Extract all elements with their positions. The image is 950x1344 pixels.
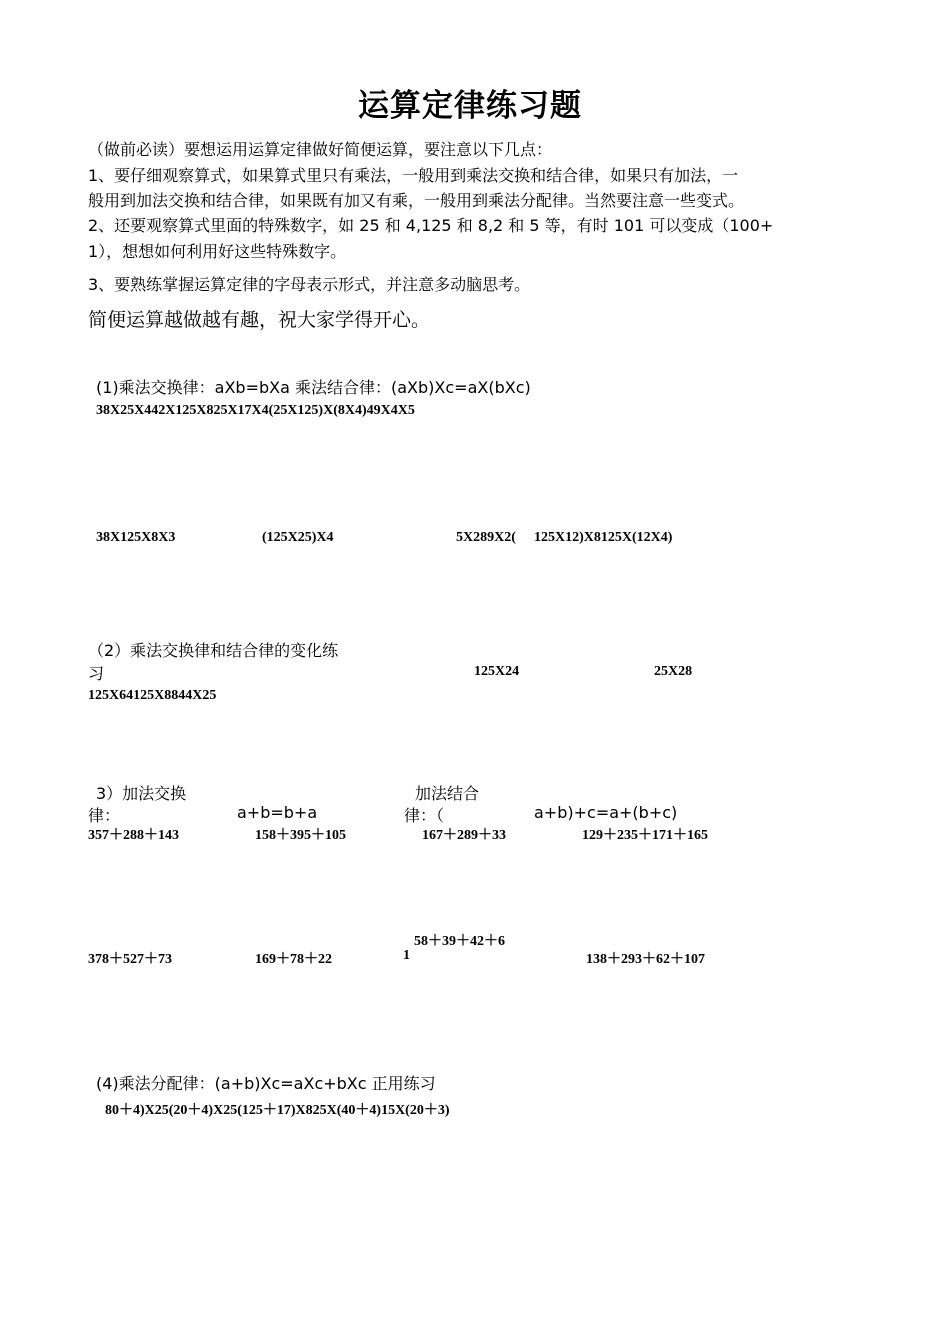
section-1-expr-d: 125X12)X8125X(12X4) (534, 530, 673, 545)
section-3-expr-1: 357＋288＋143 (88, 828, 179, 843)
section-1-heading: (1)乘法交换律：aXb=bXa 乘法结合律：(aXb)Xc=aX(bXc) (96, 378, 531, 397)
section-3-expr-3: 167＋289＋33 (422, 828, 506, 843)
section-2-expr-1: 125X24 (474, 664, 520, 679)
section-1-row-1: 38X25X442X125X825X17X4(25X125)X(8X4)49X4X5 (96, 403, 415, 418)
section-2-heading-line-2: 习 (88, 664, 105, 683)
section-3-expr-7-line-2: 1 (403, 948, 410, 963)
section-3-formula-right: a+b)+c=a+(b+c) (534, 803, 678, 822)
point-1-line-2: 般用到加法交换和结合律，如果既有加又有乘，一般用到乘法分配律。当然要注意一些变式。 (88, 191, 745, 210)
section-2-expr-2: 25X28 (654, 664, 693, 679)
point-1-line-1: 1、要仔细观察算式，如果算式里只有乘法，一般用到乘法交换和结合律，如果只有加法，一 (88, 166, 739, 185)
section-3-expr-4: 129＋235＋171＋165 (582, 828, 708, 843)
motto: 简便运算越做越有趣，祝大家学得开心。 (88, 309, 431, 331)
point-3: 3、要熟练掌握运算定律的字母表示形式，并注意多动脑思考。 (88, 275, 531, 294)
section-3-expr-5: 378＋527＋73 (88, 952, 172, 967)
section-3-left-label-line-1: 3）加法交换 (96, 784, 187, 803)
section-2-row: 125X64125X8844X25 (88, 688, 217, 703)
section-4-heading: (4)乘法分配律：(a+b)Xc=aXc+bXc 正用练习 (96, 1074, 436, 1093)
intro-text: （做前必读）要想运用运算定律做好简便运算，要注意以下几点： (88, 140, 553, 159)
section-1-expr-a: 38X125X8X3 (96, 530, 176, 545)
section-3-left-label-line-2: 律： (88, 806, 121, 825)
section-3-expr-2: 158＋395＋105 (255, 828, 346, 843)
point-2-line-2: 1），想想如何利用好这些特殊数字。 (88, 242, 347, 261)
section-1-expr-b: (125X25)X4 (262, 530, 334, 545)
section-3-right-label-line-1: 加法结合 (415, 784, 480, 803)
section-3-expr-6: 169＋78＋22 (255, 952, 332, 967)
section-2-heading-line-1: （2）乘法交换律和结合律的变化练 (88, 641, 339, 660)
page-title: 运算定律练习题 (358, 88, 582, 124)
section-3-expr-8: 138＋293＋62＋107 (586, 952, 705, 967)
section-4-row: 80＋4)X25(20＋4)X25(125＋17)X825X(40＋4)15X(20＋3) (105, 1103, 450, 1118)
section-3-formula-left: a+b=b+a (237, 803, 318, 822)
point-2-line-1: 2、还要观察算式里面的特殊数字，如 25 和 4,125 和 8,2 和 5 等，有时 101 可以变成（100+ (88, 216, 774, 235)
section-1-expr-c: 5X289X2( (456, 530, 516, 545)
section-3-expr-7-line-1: 58＋39＋42＋6 (414, 934, 505, 949)
section-3-right-label-line-2: 律：（ (404, 806, 445, 825)
